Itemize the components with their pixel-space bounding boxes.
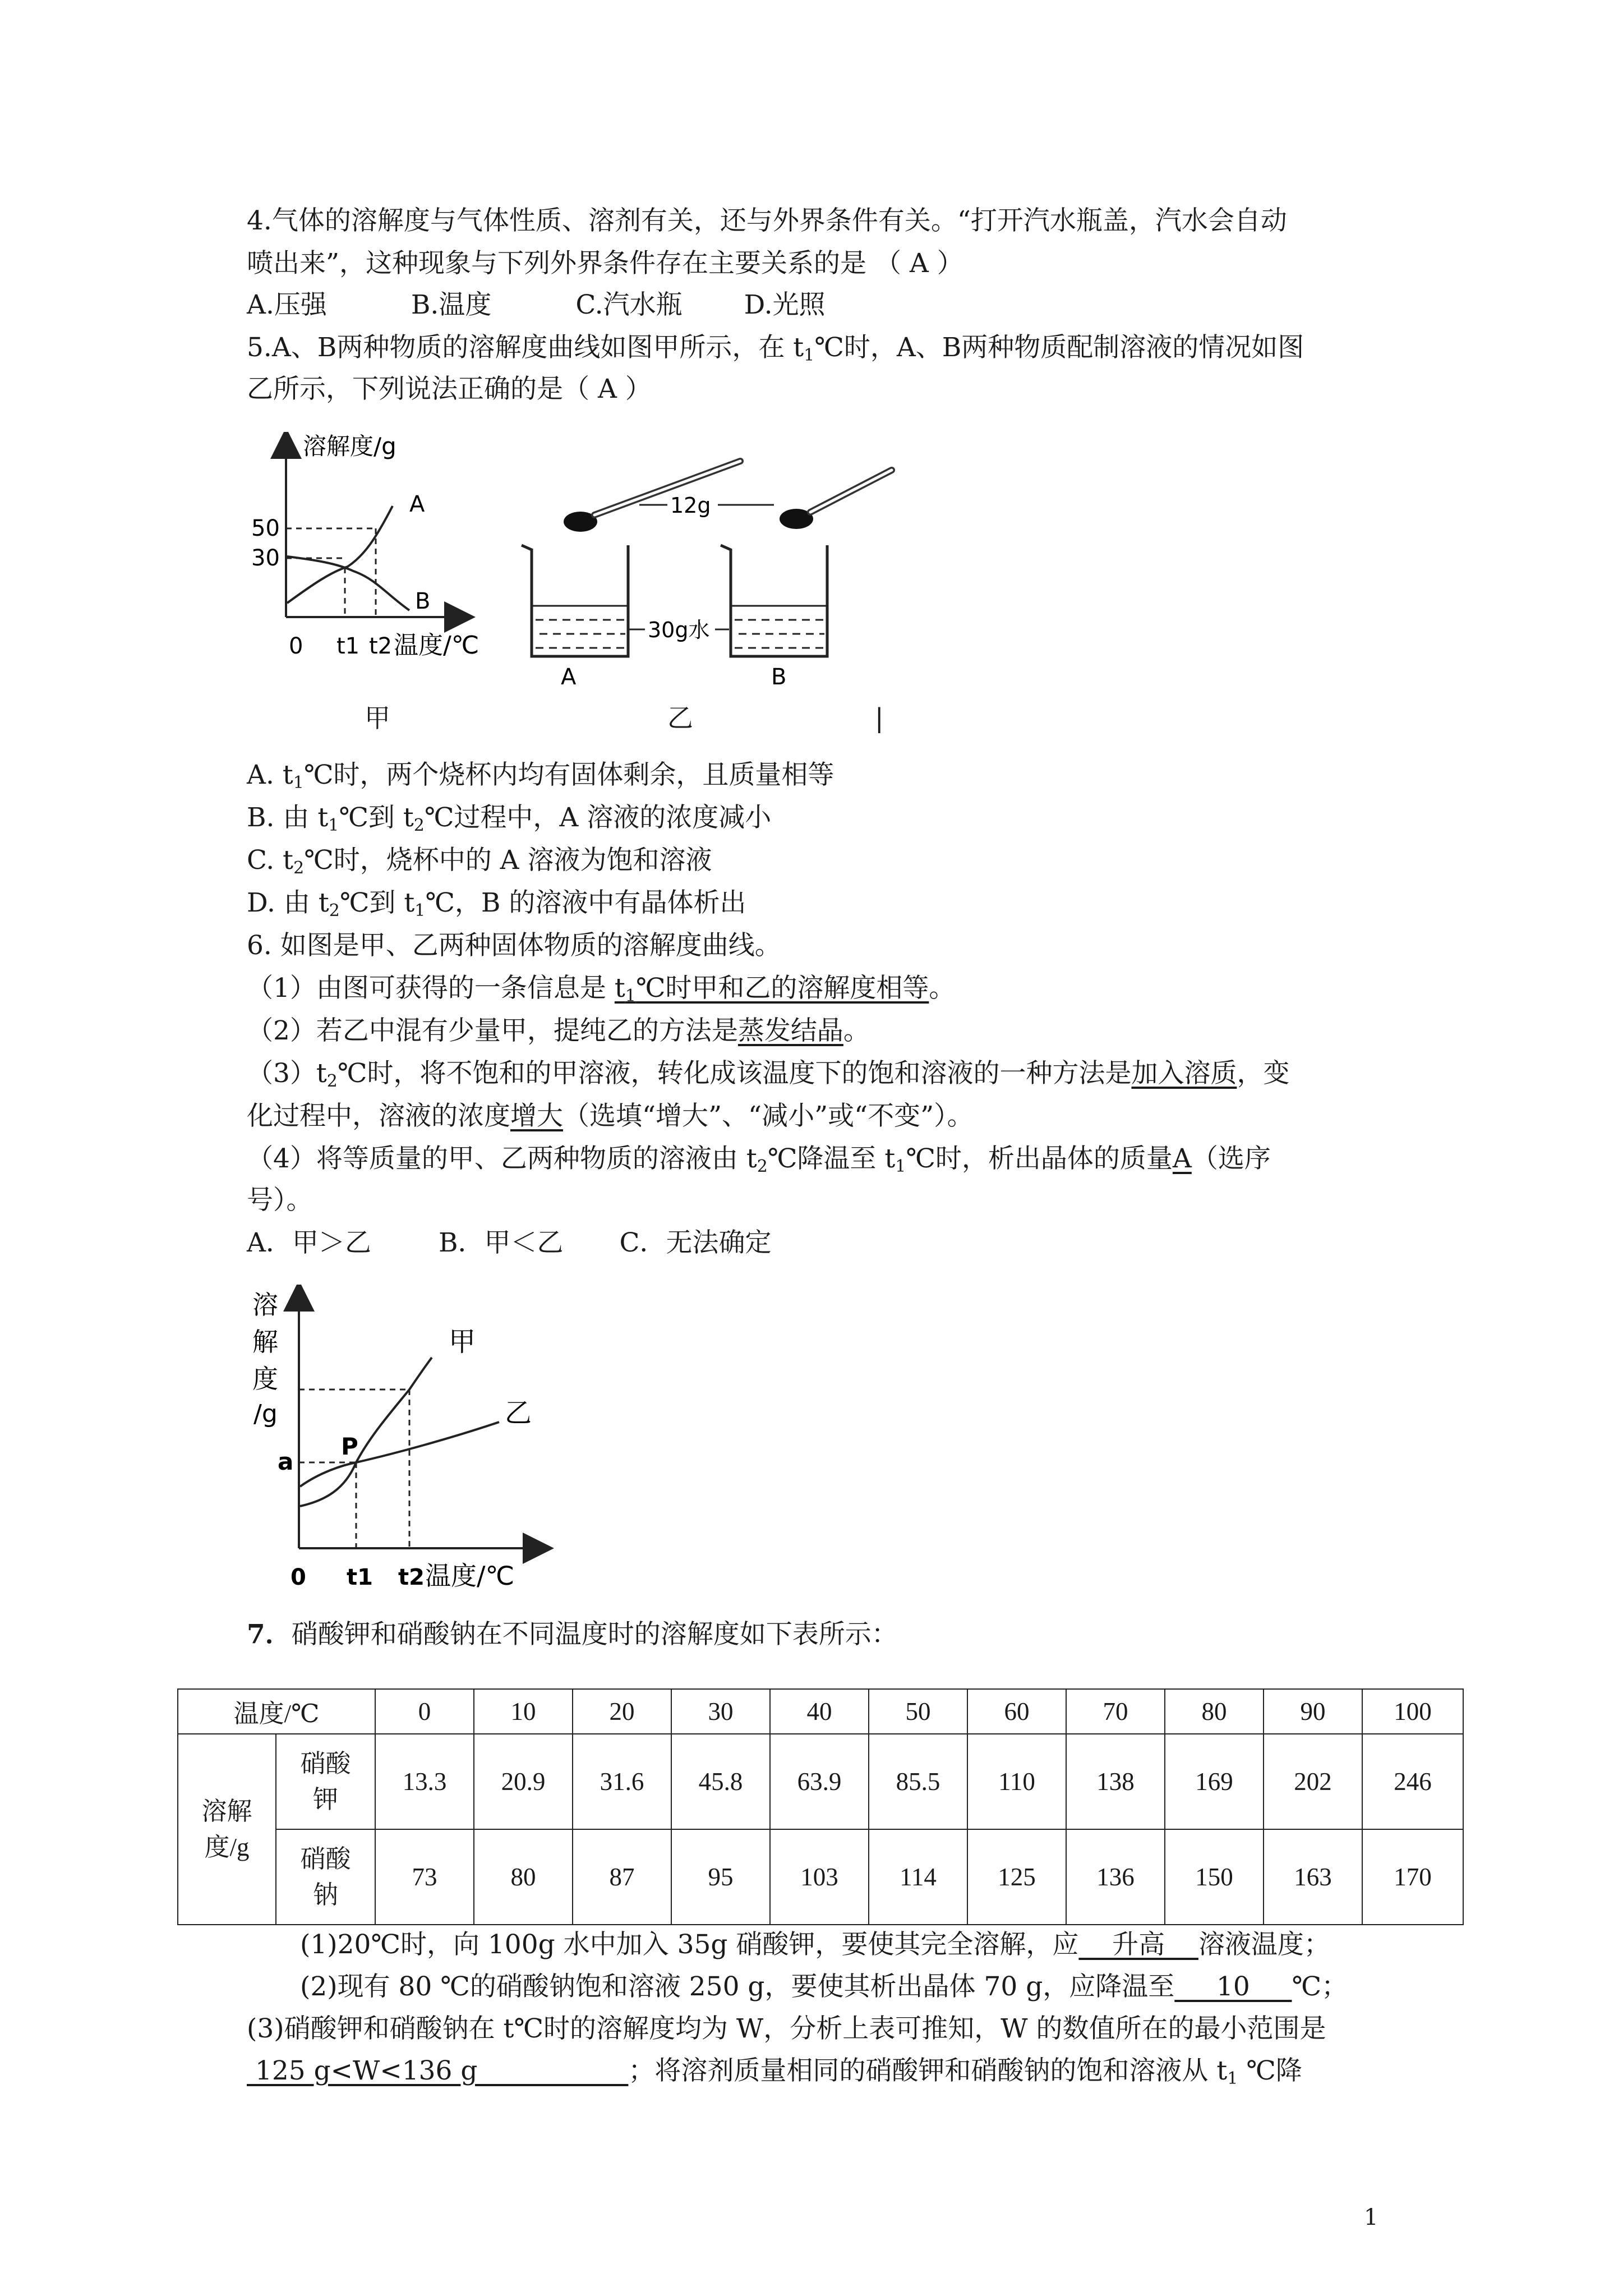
- table-cell: 202: [1264, 1734, 1362, 1829]
- q5-line-2: 乙所示，下列说法正确的是（ A ）: [247, 374, 652, 404]
- curve-jia: [300, 1358, 432, 1506]
- q6-part-4: （4）将等质量的甲、乙两种物质的溶液由 $t_2℃$降温至 $t_1℃$时，析出晶体的质量A（选序: [247, 1143, 1271, 1176]
- mass-label: 12g: [670, 493, 711, 518]
- q5-option-b: B. 由 $t_1℃$到 $t_2℃$过程中，A 溶液的浓度减小: [247, 802, 772, 835]
- beaker-b-label: B: [771, 664, 787, 690]
- row-name: 硝酸钠: [276, 1829, 375, 1925]
- q6-part-3-line-2: 化过程中，溶液的浓度增大（选填“增大”、“减小”或“不变”）。: [247, 1101, 974, 1131]
- y-label-4: /g: [253, 1400, 278, 1428]
- q7-answer-2: 10: [1174, 1971, 1292, 2002]
- table-cell: 125: [967, 1829, 1066, 1925]
- header-temp-label: 温度/℃: [178, 1689, 375, 1734]
- beaker-a-label: A: [561, 664, 577, 690]
- q6-solubility-figure: [247, 1285, 561, 1599]
- p-label: P: [341, 1433, 358, 1460]
- q4-option-b: B.温度: [411, 289, 492, 320]
- q6-options: [247, 1226, 771, 1260]
- header-temp: 0: [375, 1689, 474, 1734]
- y-label-2: 解: [252, 1327, 278, 1357]
- beaker-a-icon: [522, 545, 628, 656]
- q7-title: 7．硝酸钾和硝酸钠在不同温度时的溶解度如下表所示：: [247, 1619, 898, 1650]
- t2-label: t2: [398, 1565, 425, 1590]
- header-temp: 100: [1362, 1689, 1463, 1734]
- curve-yi-label: 乙: [505, 1397, 532, 1429]
- t1-label: t1: [347, 1565, 373, 1590]
- q4-option-d: D.光照: [744, 289, 826, 320]
- q5-line-1: 5.A、B两种物质的溶解度曲线如图甲所示，在 $t_1℃$时，A、B两种物质配制溶液的情况如图: [247, 332, 1304, 365]
- table-cell: 13.3: [375, 1734, 474, 1829]
- tick-30: 30: [251, 545, 280, 571]
- q6-part-3: $(3)t_2℃$时，将不饱和的甲溶液，转化成该温度下的饱和溶液的一种方法是加入溶质，变: [247, 1058, 1290, 1091]
- table-cell: 138: [1066, 1734, 1165, 1829]
- curve-yi: [300, 1422, 499, 1487]
- q6-answer-3b: 增大: [510, 1101, 563, 1131]
- q6-answer-1: $t_1℃$时甲和乙的溶解度相等: [614, 973, 929, 1006]
- q7-answer-3: 125 g<W<136 g: [247, 2055, 629, 2086]
- table-row-kno3: [178, 1734, 1463, 1829]
- q7-sub-3: (3)硝酸钾和硝酸钠在 t℃时的溶解度均为 W，分析上表可推知，W 的数值所在的最小范围是: [247, 2013, 1326, 2044]
- q6-answer-2: 蒸发结晶: [737, 1015, 843, 1046]
- table-cell: 31.6: [573, 1734, 671, 1829]
- row-name: 硝酸钾: [276, 1734, 375, 1829]
- curve-jia-label: 甲: [449, 1326, 476, 1358]
- x-axis-label: 温度/℃: [425, 1561, 515, 1591]
- curve-b-label: B: [415, 588, 431, 614]
- table-cell: 80: [474, 1829, 573, 1925]
- q5-solubility-figure: [241, 432, 505, 673]
- caption-jia: 甲: [365, 703, 390, 733]
- q5-option-a: A. $t_1℃$时，两个烧杯内均有固体剩余，且质量相等: [247, 760, 834, 793]
- q6-option-a: A．甲＞乙: [247, 1227, 371, 1258]
- y-label-3: 度: [252, 1364, 278, 1394]
- q4-option-c: C.汽水瓶: [575, 289, 683, 320]
- q6-answer-4: A: [1172, 1143, 1192, 1174]
- header-temp: 80: [1165, 1689, 1264, 1734]
- table-cell: 20.9: [474, 1734, 573, 1829]
- table-cell: 136: [1066, 1829, 1165, 1925]
- curve-a-label: A: [409, 491, 425, 517]
- water-label: 30g水: [648, 618, 710, 642]
- spoon-right-icon: [780, 470, 892, 529]
- table-cell: 103: [770, 1829, 869, 1925]
- table-cell: 150: [1165, 1829, 1264, 1925]
- group-label: 溶解度/g: [178, 1734, 276, 1925]
- y-axis-label: 溶解度/g: [303, 432, 396, 460]
- q7-sub-2: (2)现有 80 ℃的硝酸钠饱和溶液 250 g，要使其析出晶体 70 g，应降温至 10 ℃；: [300, 1971, 1348, 2002]
- table-cell: 95: [671, 1829, 770, 1925]
- header-temp: 30: [671, 1689, 770, 1734]
- curve-b: [287, 556, 409, 610]
- page-number: 1: [1364, 2205, 1378, 2230]
- table-cell: 63.9: [770, 1734, 869, 1829]
- q6-part-4-line-2: 号）。: [247, 1185, 313, 1216]
- table-cell: 170: [1362, 1829, 1463, 1925]
- header-temp: 10: [474, 1689, 573, 1734]
- table-cell: 45.8: [671, 1734, 770, 1829]
- table-row-nano3: [178, 1829, 1463, 1925]
- q7-sub-1: (1)20℃时，向 100g 水中加入 35g 硝酸钾，要使其完全溶解，应 升高 溶液温度；: [300, 1929, 1330, 1960]
- q6-answer-3: 加入溶质: [1131, 1058, 1237, 1089]
- q6-option-b: B．甲＜乙: [438, 1227, 564, 1258]
- table-cell: 73: [375, 1829, 474, 1925]
- table-cell: 85.5: [869, 1734, 967, 1829]
- q6-title: 6. 如图是甲、乙两种固体物质的溶解度曲线。: [247, 930, 781, 961]
- table-cell: 163: [1264, 1829, 1362, 1925]
- origin-label: 0: [291, 1565, 306, 1590]
- header-temp: 40: [770, 1689, 869, 1734]
- t1-label: t1: [336, 633, 360, 659]
- q7-answer-1: 升高: [1078, 1929, 1198, 1960]
- header-temp: 50: [869, 1689, 967, 1734]
- header-temp: 20: [573, 1689, 671, 1734]
- header-temp: 90: [1264, 1689, 1362, 1734]
- solubility-table: [177, 1688, 1464, 1925]
- q4-line-1: 4.气体的溶解度与气体性质、溶剂有关，还与外界条件有关。“打开汽水瓶盖，汽水会自动: [247, 205, 1287, 236]
- q6-option-c: C．无法确定: [619, 1227, 772, 1258]
- q5-option-c: C. $t_2℃$时，烧杯中的 A 溶液为饱和溶液: [247, 845, 712, 878]
- caption-yi: 乙: [667, 703, 693, 733]
- table-cell: 110: [967, 1734, 1066, 1829]
- q4-option-a: A.压强: [247, 289, 327, 320]
- spoon-left-icon: [564, 461, 740, 532]
- t2-label: t2: [369, 633, 393, 659]
- header-temp: 60: [967, 1689, 1066, 1734]
- table-cell: 114: [869, 1829, 967, 1925]
- table-header-row: [178, 1689, 1463, 1734]
- x-axis-label: 温度/℃: [394, 631, 479, 660]
- curve-a: [287, 506, 393, 603]
- origin-label: 0: [289, 633, 303, 659]
- table-cell: 87: [573, 1829, 671, 1925]
- a-label: a: [278, 1448, 294, 1475]
- beaker-b-icon: [721, 545, 827, 656]
- q6-part-1: （1）由图可获得的一条信息是 $t_1℃$时甲和乙的溶解度相等。: [247, 973, 956, 1006]
- header-temp: 70: [1066, 1689, 1165, 1734]
- table-cell: 169: [1165, 1734, 1264, 1829]
- q4-line-2: 喷出来”，这种现象与下列外界条件存在主要关系的是 （ A ）: [247, 248, 963, 279]
- q7-sub-3-line-2: 125 g<W<136 g ；将溶剂质量相同的硝酸钾和硝酸钠的饱和溶液从 $t_1$ ℃降: [247, 2055, 1302, 2088]
- y-label-1: 溶: [252, 1290, 278, 1320]
- table-cell: 246: [1362, 1734, 1463, 1829]
- q4-options: [247, 288, 826, 322]
- tick-50: 50: [251, 516, 280, 541]
- q6-part-2: （2）若乙中混有少量甲，提纯乙的方法是蒸发结晶。: [247, 1015, 870, 1046]
- q5-beaker-figure: [505, 443, 909, 701]
- caption-mark: |: [875, 703, 884, 733]
- q5-option-d: D. 由 $t_2℃$到 $t_1℃$，B 的溶液中有晶体析出: [247, 887, 746, 921]
